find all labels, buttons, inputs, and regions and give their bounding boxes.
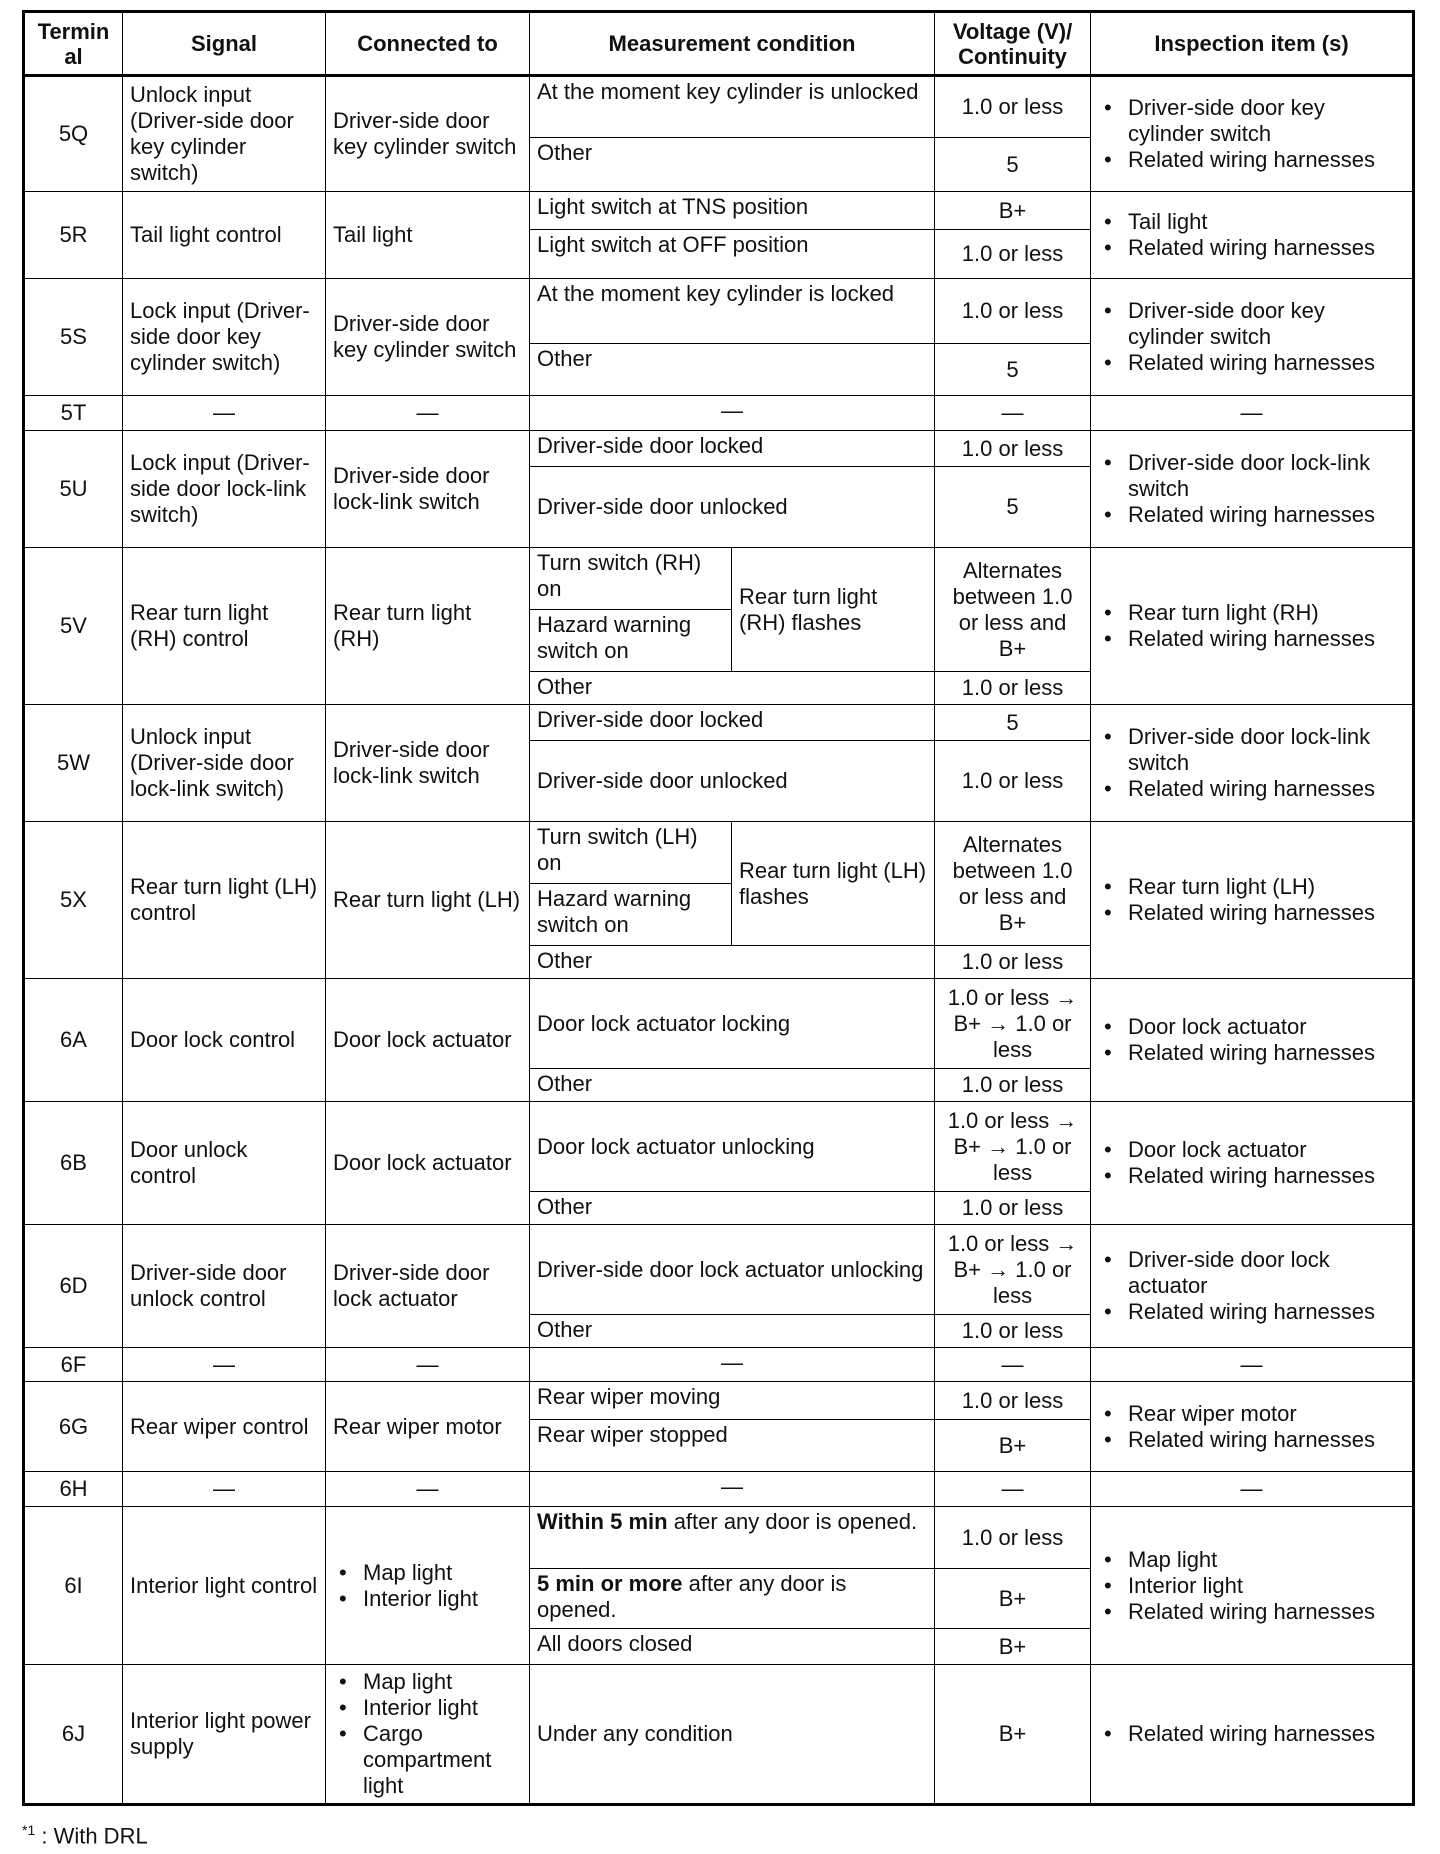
signal-cell: — [123,1472,326,1507]
inspection-item: • Related wiring harnesses [1128,776,1405,802]
condition-cell [530,946,935,979]
connected-to-cell: Rear turn light (LH) [326,822,530,979]
inspection-item: • Rear turn light (RH) [1128,600,1405,626]
header-inspection: Inspection item (s) [1091,12,1414,76]
condition-cell [530,76,935,138]
table-row [24,396,1414,431]
condition-text: Other [537,948,593,973]
condition-cell [530,548,732,610]
table-row [24,1382,1414,1420]
condition-text: Rear wiper stopped [537,1422,728,1447]
condition-text: At the moment key cylinder is locked [537,281,895,306]
condition-text: Other [537,1194,593,1219]
table-row [24,822,1414,884]
terminal-cell: 5S [24,279,123,396]
table-row [24,192,1414,230]
signal-cell: Unlock input (Driver-side door key cylinder switch) [123,76,326,192]
voltage-cell: 5 [935,467,1091,548]
voltage-cell: B+ [935,1665,1091,1805]
inspection-list [1098,1014,1405,1066]
inspection-item: • Related wiring harnesses [1128,1040,1405,1066]
inspection-item: • Tail light [1128,209,1405,235]
terminal-cell: 6D [24,1225,123,1348]
inspection-item: • Driver-side door key cylinder switch [1128,298,1405,350]
inspection-cell [1091,279,1414,396]
connected-to-list [333,1560,522,1612]
voltage-cell: — [935,396,1091,431]
inspection-item: • Driver-side door lock-link switch [1128,724,1405,776]
connected-to-cell: Tail light [326,192,530,279]
condition-text: Other [537,140,593,165]
inspection-cell: — [1091,396,1414,431]
inspection-list [1098,1547,1405,1625]
table-row [24,1225,1414,1315]
voltage-cell: 1.0 or less [935,1382,1091,1420]
inspection-cell [1091,1507,1414,1665]
condition-cell [530,192,935,230]
signal-cell: Lock input (Driver-side door key cylinder switch) [123,279,326,396]
inspection-item: • Related wiring harnesses [1128,1427,1405,1453]
condition-emphasis: Within 5 min [537,1509,668,1534]
connected-to-cell: Driver-side door lock-link switch [326,705,530,822]
condition-cell [530,1629,935,1665]
condition-cell [530,741,935,822]
inspection-cell [1091,979,1414,1102]
terminal-cell: 5U [24,431,123,548]
inspection-cell [1091,76,1414,192]
voltage-cell: 5 [935,344,1091,396]
terminal-cell: 5V [24,548,123,705]
signal-cell: — [123,396,326,431]
condition-cell [530,431,935,467]
voltage-cell: — [935,1472,1091,1507]
voltage-cell: Alternates between 1.0 or less and B+ [935,822,1091,946]
signal-cell: Lock input (Driver-side door lock-link switch) [123,431,326,548]
condition-result-cell: Rear turn light (LH) flashes [732,822,935,946]
condition-text: after any door is opened. [667,1509,918,1534]
connected-to-cell: — [326,1472,530,1507]
signal-cell: Tail light control [123,192,326,279]
inspection-list [1098,450,1405,528]
header-signal: Signal [123,12,326,76]
table-row [24,1472,1414,1507]
voltage-cell: 1.0 or less [935,76,1091,138]
condition-text: Driver-side door unlocked [537,494,788,519]
condition-cell [530,138,935,192]
condition-text: Under any condition [537,1721,733,1746]
voltage-cell: 1.0 or less [935,1315,1091,1348]
condition-text: At the moment key cylinder is unlocked [537,79,919,104]
connected-to-item: • Map light [363,1669,522,1695]
condition-text: Other [537,674,593,699]
footnote [22,1822,148,1849]
condition-cell [530,467,935,548]
condition-text: Hazard warning switch on [537,612,692,663]
condition-cell [530,1348,935,1382]
inspection-item: • Driver-side door lock-link switch [1128,450,1405,502]
condition-cell [530,979,935,1069]
signal-cell: Interior light control [123,1507,326,1665]
condition-text: Door lock actuator locking [537,1010,791,1036]
header-voltage: Voltage (V)/ Continuity [935,12,1091,76]
table-row [24,705,1414,741]
condition-text: Light switch at TNS position [537,194,809,219]
condition-text: Turn switch (LH) on [537,824,698,875]
inspection-list [1098,298,1405,376]
terminal-cell: 6I [24,1507,123,1665]
condition-cell [530,1665,935,1805]
inspection-item: • Rear turn light (LH) [1128,874,1405,900]
connected-to-cell: — [326,396,530,431]
table-row [24,76,1414,138]
condition-text: Door lock actuator unlocking [537,1133,815,1159]
condition-cell [530,822,732,884]
inspection-cell [1091,548,1414,705]
inspection-cell: — [1091,1472,1414,1507]
inspection-list [1098,1137,1405,1189]
voltage-cell: Alternates between 1.0 or less and B+ [935,548,1091,672]
header-row [24,12,1414,76]
connected-to-cell: — [326,1348,530,1382]
condition-cell [530,610,732,672]
signal-cell: Door lock control [123,979,326,1102]
inspection-item: • Rear wiper motor [1128,1401,1405,1427]
connected-to-list [333,1669,522,1799]
inspection-item: • Related wiring harnesses [1128,626,1405,652]
inspection-item: • Interior light [1128,1573,1405,1599]
voltage-cell: B+ [935,1420,1091,1472]
inspection-list [1098,600,1405,652]
voltage-cell: 1.0 or less → B+ → 1.0 or less [935,979,1091,1069]
table-row [24,431,1414,467]
condition-cell [530,672,935,705]
terminal-cell: 6B [24,1102,123,1225]
inspection-item: • Driver-side door lock actuator [1128,1247,1405,1299]
table-row [24,548,1414,610]
inspection-item: • Door lock actuator [1128,1014,1405,1040]
connected-to-cell: Rear turn light (RH) [326,548,530,705]
inspection-item: • Related wiring harnesses [1128,147,1405,173]
voltage-cell: 1.0 or less [935,1069,1091,1102]
connected-to-cell: Driver-side door lock actuator [326,1225,530,1348]
condition-cell [530,1069,935,1102]
voltage-cell: 1.0 or less [935,1192,1091,1225]
inspection-cell [1091,705,1414,822]
condition-cell [530,1569,935,1629]
signal-cell: — [123,1348,326,1382]
condition-text: Other [537,1317,593,1342]
condition-text: Driver-side door unlocked [537,768,788,793]
inspection-item: • Related wiring harnesses [1128,350,1405,376]
inspection-item: • Driver-side door key cylinder switch [1128,95,1405,147]
table-row [24,279,1414,344]
voltage-cell: 1.0 or less [935,672,1091,705]
condition-cell [530,1102,935,1192]
header-measurement: Measurement condition [530,12,935,76]
voltage-cell: 1.0 or less → B+ → 1.0 or less [935,1225,1091,1315]
condition-text: Driver-side door locked [537,433,764,458]
connected-to-cell [326,1665,530,1805]
signal-cell: Driver-side door unlock control [123,1225,326,1348]
inspection-item: • Related wiring harnesses [1128,1721,1405,1747]
table-row [24,1348,1414,1382]
terminal-cell: 6H [24,1472,123,1507]
condition-text: Driver-side door locked [537,707,764,732]
inspection-item: • Related wiring harnesses [1128,1599,1405,1625]
condition-result-cell: Rear turn light (RH) flashes [732,548,935,672]
connected-to-item: • Cargo compartment light [363,1721,522,1799]
connected-to-item: • Interior light [363,1586,522,1612]
connected-to-cell: Rear wiper motor [326,1382,530,1472]
inspection-item: • Related wiring harnesses [1128,235,1405,261]
connected-to-cell: Door lock actuator [326,979,530,1102]
condition-cell [530,1192,935,1225]
inspection-cell: — [1091,1348,1414,1382]
voltage-cell: — [935,1348,1091,1382]
inspection-item: • Related wiring harnesses [1128,502,1405,528]
condition-cell [530,705,935,741]
terminal-cell: 5R [24,192,123,279]
voltage-cell: 1.0 or less [935,946,1091,979]
inspection-cell [1091,1665,1414,1805]
voltage-cell: 1.0 or less [935,1507,1091,1569]
terminal-cell: 6F [24,1348,123,1382]
voltage-cell: B+ [935,1629,1091,1665]
inspection-item: • Related wiring harnesses [1128,1163,1405,1189]
connected-to-cell: Driver-side door key cylinder switch [326,279,530,396]
inspection-item: • Related wiring harnesses [1128,900,1405,926]
voltage-cell: B+ [935,192,1091,230]
voltage-cell: 1.0 or less [935,279,1091,344]
condition-text: Rear wiper moving [537,1384,721,1409]
inspection-item: • Door lock actuator [1128,1137,1405,1163]
terminal-cell: 6J [24,1665,123,1805]
voltage-cell: 1.0 or less [935,741,1091,822]
condition-text: — [721,1350,743,1375]
header-terminal: Termin al [24,12,123,76]
condition-text: Driver-side door lock actuator unlocking [537,1256,924,1282]
voltage-cell: B+ [935,1569,1091,1629]
condition-cell [530,1315,935,1348]
signal-cell: Rear wiper control [123,1382,326,1472]
voltage-cell: 1.0 or less → B+ → 1.0 or less [935,1102,1091,1192]
table-row [24,979,1414,1069]
condition-cell [530,884,732,946]
condition-text: Other [537,346,593,371]
voltage-cell: 1.0 or less [935,230,1091,279]
terminal-cell: 5W [24,705,123,822]
voltage-cell: 5 [935,705,1091,741]
signal-cell: Unlock input (Driver-side door lock-link switch) [123,705,326,822]
condition-cell [530,230,935,279]
terminal-cell: 5X [24,822,123,979]
connected-to-cell: Driver-side door key cylinder switch [326,76,530,192]
inspection-item: • Map light [1128,1547,1405,1573]
footnote-mark: *1 [22,1822,36,1838]
connected-to-item: • Map light [363,1560,522,1586]
condition-cell [530,1382,935,1420]
table-row [24,1665,1414,1805]
condition-text: All doors closed [537,1631,693,1656]
inspection-cell [1091,1225,1414,1348]
inspection-list [1098,95,1405,173]
condition-text: Other [537,1071,593,1096]
footnote-text: : With DRL [35,1823,148,1849]
inspection-item: • Related wiring harnesses [1128,1299,1405,1325]
condition-text: Light switch at OFF position [537,232,809,257]
inspection-cell [1091,822,1414,979]
condition-text: Turn switch (RH) on [537,550,702,601]
condition-text: — [721,1474,743,1499]
connected-to-item: • Interior light [363,1695,522,1721]
signal-cell: Interior light power supply [123,1665,326,1805]
condition-cell [530,396,935,431]
connected-to-cell [326,1507,530,1665]
voltage-cell: 1.0 or less [935,431,1091,467]
condition-text: after any door is opened. [537,1571,847,1622]
terminal-cell: 5Q [24,76,123,192]
condition-cell [530,1420,935,1472]
terminal-cell: 6A [24,979,123,1102]
condition-emphasis: 5 min or more [537,1571,683,1596]
inspection-cell [1091,1102,1414,1225]
connected-to-cell: Door lock actuator [326,1102,530,1225]
signal-cell: Rear turn light (LH) control [123,822,326,979]
terminal-cell: 6G [24,1382,123,1472]
condition-text: — [721,398,743,423]
signal-cell: Door unlock control [123,1102,326,1225]
terminal-cell: 5T [24,396,123,431]
inspection-cell [1091,192,1414,279]
signal-cell: Rear turn light (RH) control [123,548,326,705]
inspection-list [1098,1401,1405,1453]
inspection-list [1098,874,1405,926]
condition-text: Hazard warning switch on [537,886,692,937]
voltage-cell: 5 [935,138,1091,192]
condition-cell [530,1225,935,1315]
condition-cell [530,1472,935,1507]
condition-cell [530,279,935,344]
inspection-list [1098,1721,1405,1747]
header-connected-to: Connected to [326,12,530,76]
inspection-cell [1091,1382,1414,1472]
inspection-list [1098,724,1405,802]
inspection-list [1098,209,1405,261]
table-row [24,1507,1414,1569]
condition-cell [530,344,935,396]
inspection-cell [1091,431,1414,548]
condition-cell [530,1507,935,1569]
connected-to-cell: Driver-side door lock-link switch [326,431,530,548]
inspection-list [1098,1247,1405,1325]
table-row [24,1102,1414,1192]
terminal-inspection-table [22,10,1415,1806]
